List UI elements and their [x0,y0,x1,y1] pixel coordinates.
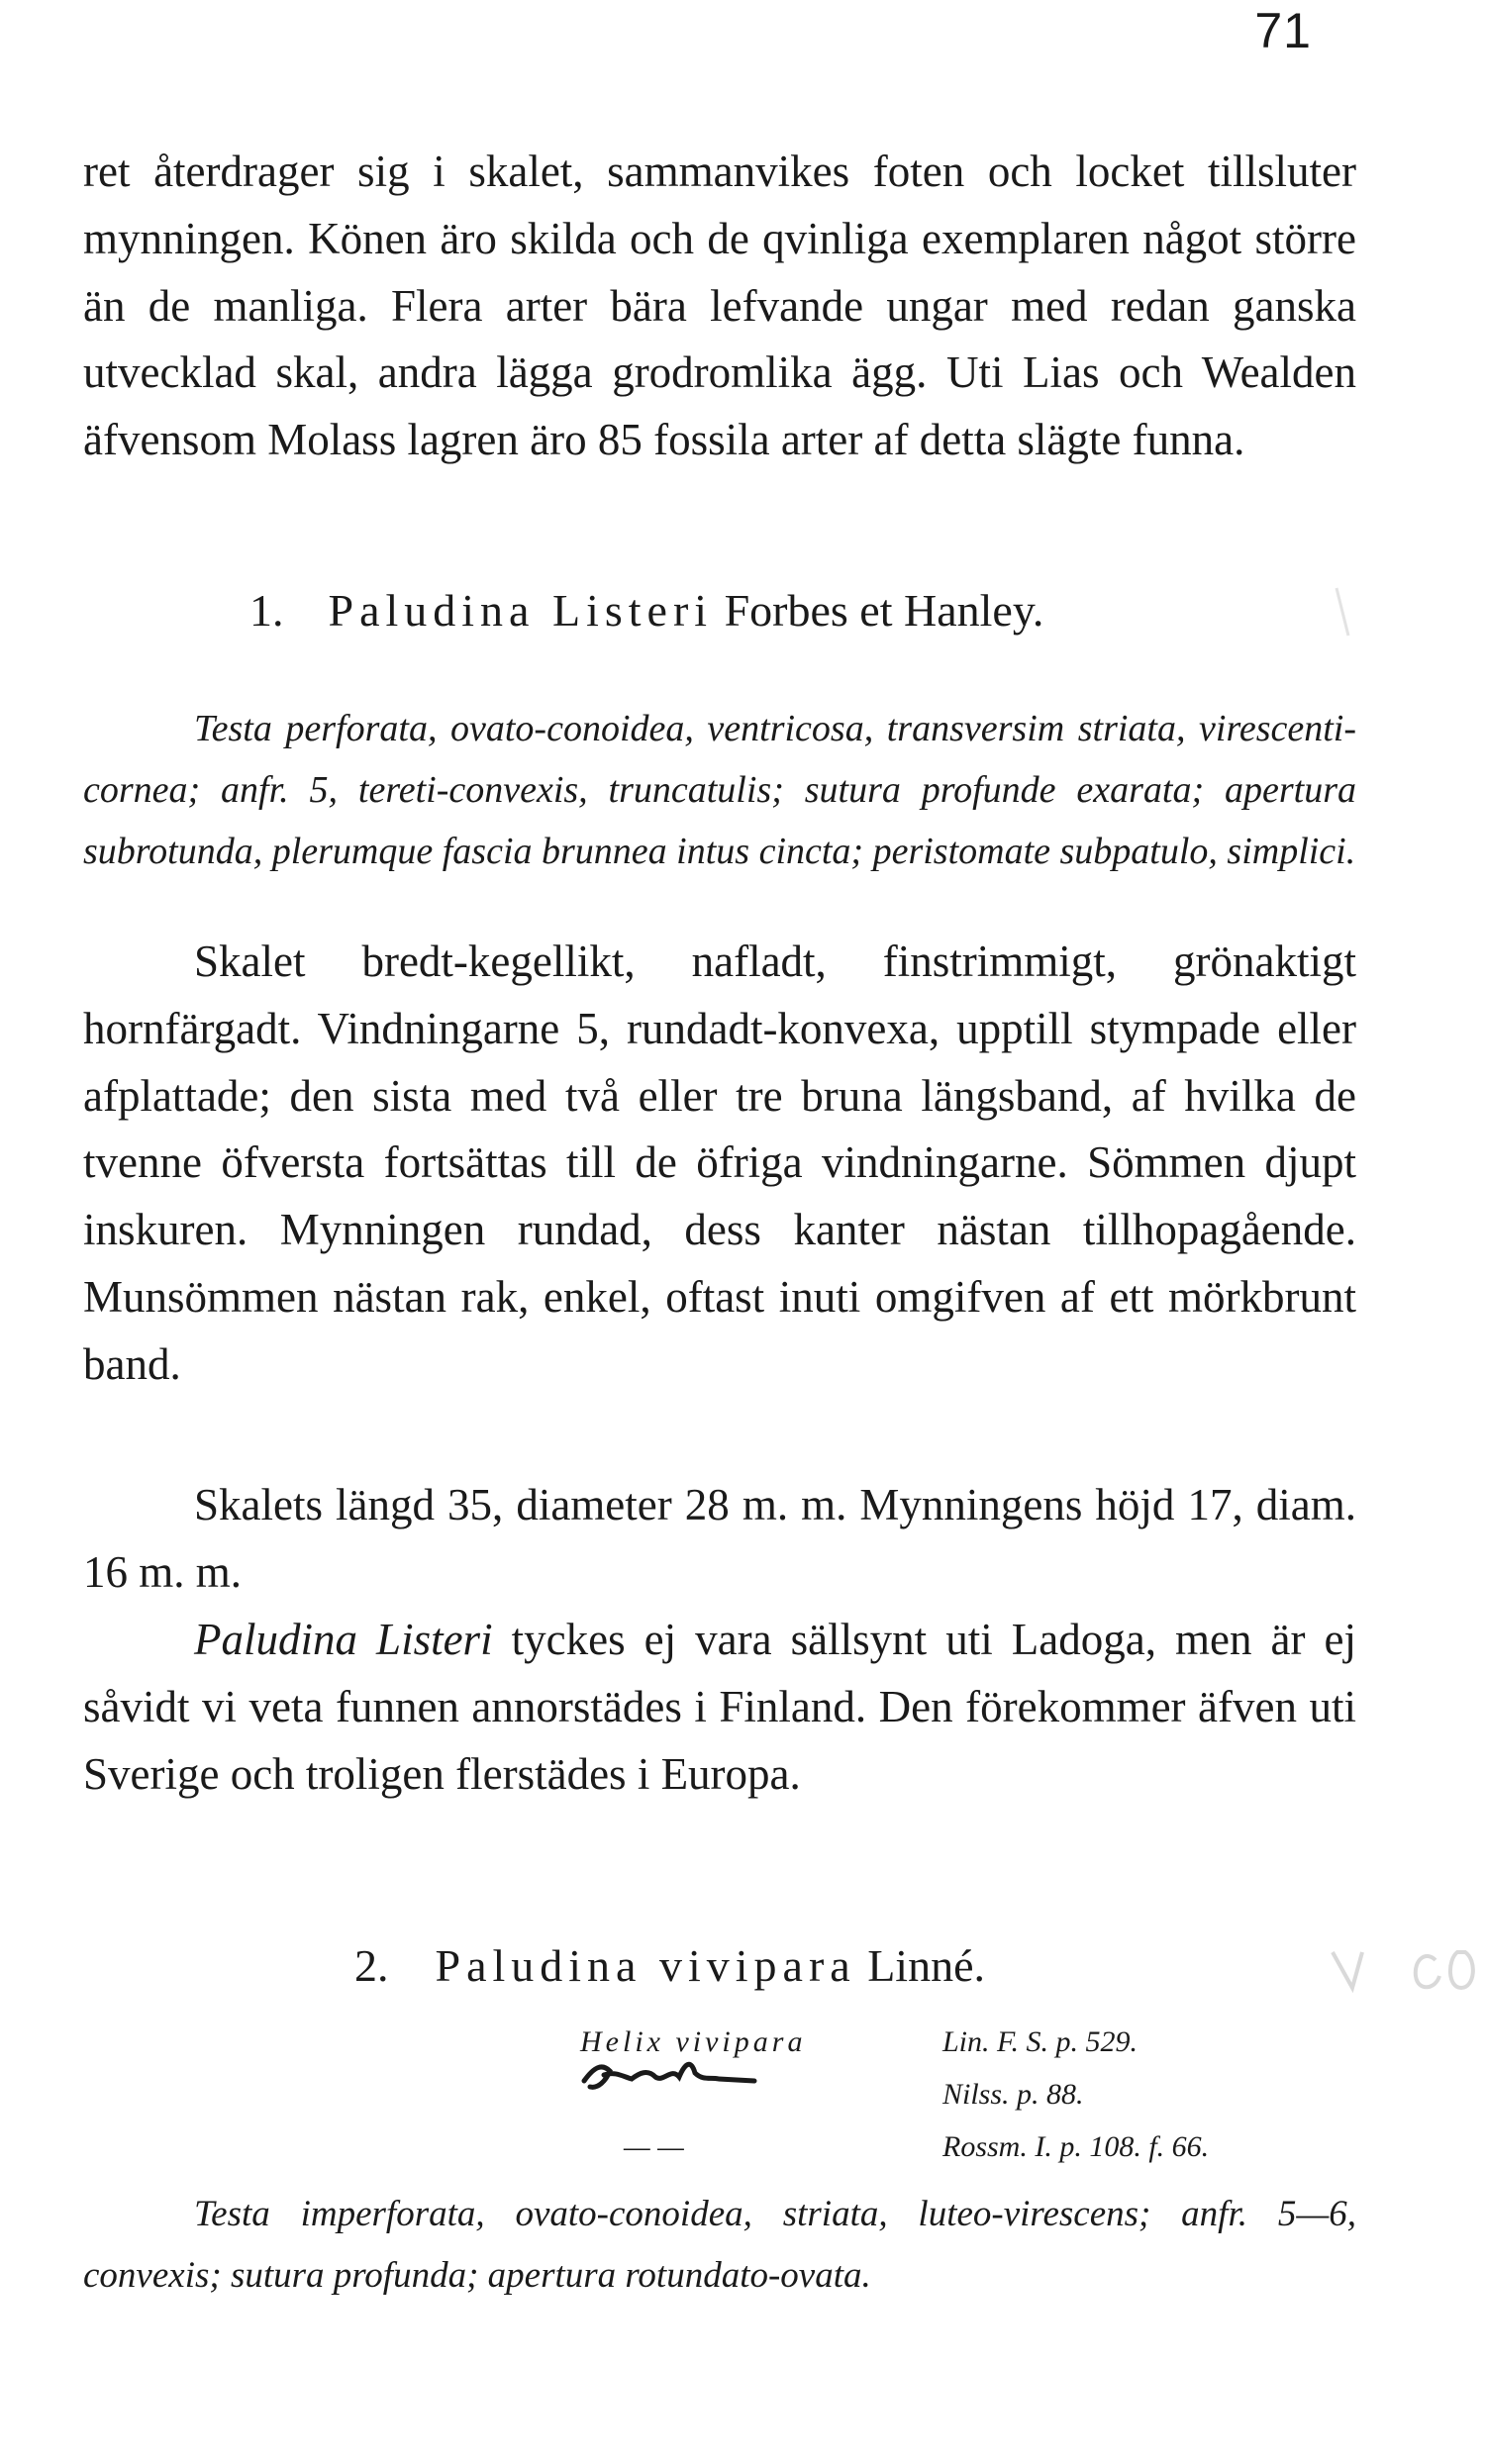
species-heading-2 [0,1936,1485,1996]
intro-paragraph: ret återdrager sig i skalet, sammanvikes foten och locket tillsluter mynningen. Könen äro skilda och de qvinliga exemplaren något större än de manliga. Flera arter bära lefvande ungar med redan ganska utvecklad skal, andra lägga grodromlika ägg. Uti Lias och Wealden äfvensom Molass lagren äro 85 fossila arter af detta slägte funna. [83,147,1356,465]
species-description: Skalet bredt-kegellikt, nafladt, finstrimmigt, grönaktigt hornfärgadt. Vindningarne 5, rundadt-konvexa, upptill stympade eller afplattade; den sista med två eller tre bruna längsband, af hvilka de tvenne öfversta fortsättas till de öfriga vindningarne. Sömmen djupt inskuren. Mynningen rundad, dess kanter nästan tillhopagående. Munsömmen nästan rak, enkel, oftast inuti omgifven af ett mörkbrunt band. [83,936,1356,1389]
synonym-reference: Lin. F. S. p. 529. [942,2025,1138,2058]
species-authority: Forbes et Hanley. [724,585,1044,636]
synonym-name: Helix vivipara [580,2025,807,2058]
distribution-text: tyckes ej vara sällsynt uti Ladoga, men är ej såvidt vi veta funnen annorstädes i Finland. Den förekommer äfven uti Sverige och troligen flerstädes i Europa. [83,1615,1356,1799]
faint-bleedthrough-mark [1327,1930,1485,2000]
page-number: 71 [1254,3,1312,58]
species-measurements: Skalets längd 35, diameter 28 m. m. Mynningens höjd 17, diam. 16 m. m. [83,1480,1356,1597]
species-heading-1 [0,581,1485,641]
synonym-reference: Nilss. p. 88. [942,2078,1084,2111]
species-name: Paludina Listeri [328,585,714,636]
species-authority: Linné. [867,1940,985,1991]
faint-bleedthrough-mark [1327,582,1366,641]
handwritten-annotation [580,2037,857,2097]
distribution-species-name: Paludina Listeri [194,1615,493,1664]
species-number: 1. [249,585,284,636]
species-name: Paludina vivipara [435,1940,856,1991]
synonym-reference: Rossm. I. p. 108. f. 66. [942,2130,1210,2163]
latin-diagnosis: Testa imperforata, ovato-conoidea, striata, luteo-virescens; anfr. 5—6, convexis; sutura profunda; apertura rotundato-ovata. [83,2194,1356,2296]
latin-diagnosis: Testa perforata, ovato-conoidea, ventricosa, transversim striata, virescenti-cornea; anfr. 5, tereti-convexis, truncatulis; sutura profunde exarata; apertura subrotunda, plerumque fascia brunnea intus cincta; peristomate subpatulo, simplici. [83,708,1356,872]
species-distribution [83,1607,1356,1808]
synonym-dashes: — — [624,2130,684,2163]
species-number: 2. [354,1940,389,1991]
